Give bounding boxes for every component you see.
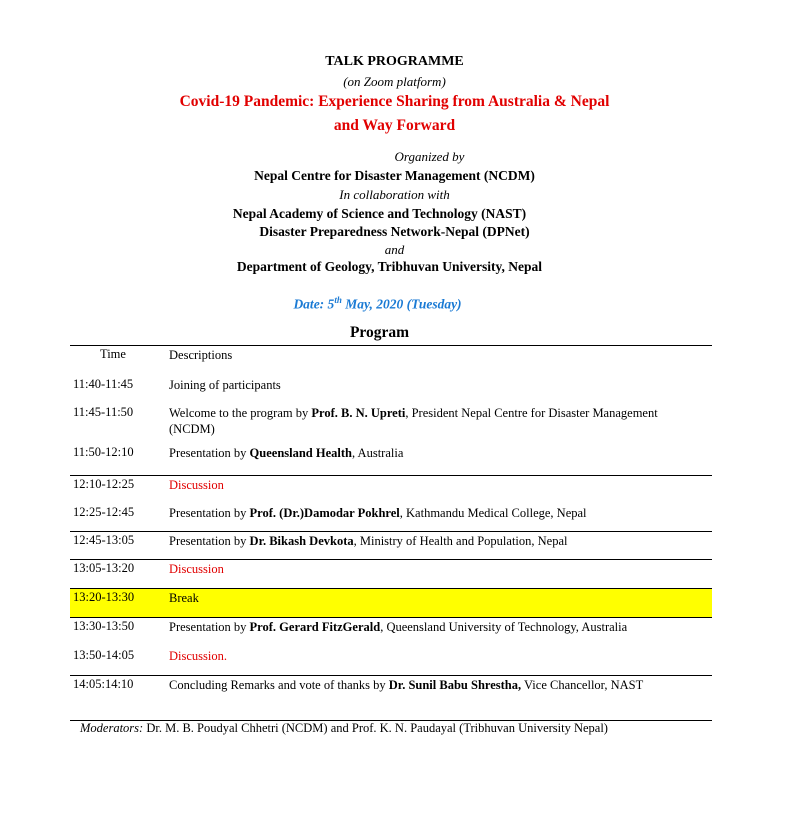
description-text: Presentation by xyxy=(169,446,250,460)
description-text: Presentation by xyxy=(169,534,250,548)
description-text: , Kathmandu Medical College, Nepal xyxy=(399,506,587,520)
date-prefix: Date: 5 xyxy=(293,296,335,312)
and-label: and xyxy=(384,242,405,257)
row-description xyxy=(169,445,704,461)
row-description xyxy=(169,648,704,664)
row-description xyxy=(169,533,704,549)
table-rule xyxy=(70,588,712,589)
row-time: 11:45-11:50 xyxy=(73,405,134,419)
row-time: 14:05:14:10 xyxy=(73,677,134,691)
description-text: Concluding Remarks and vote of thanks by xyxy=(169,678,389,692)
programme-title: TALK PROGRAMME xyxy=(325,54,464,69)
description-text: Joining of participants xyxy=(169,378,281,392)
moderators-text: Dr. M. B. Poudyal Chhetri (NCDM) and Prof. K. N. Paudayal (Tribhuvan University Nepal) xyxy=(143,721,608,735)
partner-dpnet: Disaster Preparedness Network-Nepal (DPNet) xyxy=(259,224,530,239)
row-time: 11:40-11:45 xyxy=(73,377,134,391)
moderators-label: Moderators: xyxy=(80,721,144,735)
speaker-name: Prof. B. N. Upreti xyxy=(311,406,406,420)
description-text: , Queensland University of Technology, Australia xyxy=(380,620,628,634)
speaker-name: Dr. Sunil Babu Shrestha, xyxy=(388,678,522,692)
row-description xyxy=(169,619,704,635)
table-rule xyxy=(70,617,712,618)
col-desc-header: Descriptions xyxy=(169,348,233,362)
date-ordinal: th xyxy=(334,295,342,305)
speaker-name: Dr. Bikash Devkota xyxy=(249,534,354,548)
speaker-name: Prof. (Dr.)Damodar Pokhrel xyxy=(249,506,400,520)
table-rule xyxy=(70,531,712,532)
description-text: Presentation by xyxy=(169,506,250,520)
table-rule xyxy=(70,559,712,560)
partner-geology: Department of Geology, Tribhuvan University, Nepal xyxy=(236,259,543,274)
moderators-line xyxy=(80,721,608,736)
headline-line1: Covid-19 Pandemic: Experience Sharing from Australia & Nepal xyxy=(179,93,610,110)
platform-note: (on Zoom platform) xyxy=(343,74,446,89)
description-text: Presentation by xyxy=(169,620,250,634)
row-time: 13:05-13:20 xyxy=(73,561,135,575)
table-rule xyxy=(70,475,712,476)
row-time: 13:30-13:50 xyxy=(73,619,135,633)
row-description xyxy=(169,590,704,606)
description-text: Break xyxy=(169,591,199,605)
description-text: Welcome to the program by xyxy=(169,406,312,420)
col-time-header: Time xyxy=(100,347,126,361)
description-text: Discussion xyxy=(169,562,224,576)
row-time: 12:45-13:05 xyxy=(73,533,135,547)
description-text: Vice Chancellor, NAST xyxy=(521,678,644,692)
event-date xyxy=(0,295,772,313)
description-text: , Australia xyxy=(352,446,404,460)
collaboration-label: In collaboration with xyxy=(339,187,450,202)
row-description xyxy=(169,405,704,437)
table-rule xyxy=(70,675,712,676)
organizer-name: Nepal Centre for Disaster Management (NCDM) xyxy=(254,168,535,183)
row-time: 12:10-12:25 xyxy=(73,477,135,491)
row-time: 13:50-14:05 xyxy=(73,648,135,662)
row-description xyxy=(169,677,704,693)
headline-line2: and Way Forward xyxy=(333,117,456,134)
row-description xyxy=(169,505,704,521)
description-text: , Ministry of Health and Population, Nepal xyxy=(353,534,568,548)
row-description xyxy=(169,477,704,493)
row-description xyxy=(169,377,704,393)
row-time: 12:25-12:45 xyxy=(73,505,135,519)
table-rule xyxy=(70,345,712,346)
partner-nast: Nepal Academy of Science and Technology (NAST) xyxy=(232,206,527,221)
organized-by-label: Organized by xyxy=(394,149,465,164)
date-suffix: May, 2020 (Tuesday) xyxy=(341,296,462,312)
description-text: , President Nepal Centre for Disaster Management (NCDM) xyxy=(169,406,658,436)
row-time: 13:20-13:30 xyxy=(73,590,135,604)
program-heading: Program xyxy=(349,324,410,341)
speaker-name: Prof. Gerard FitzGerald xyxy=(249,620,381,634)
description-text: Discussion xyxy=(169,478,224,492)
speaker-name: Queensland Health xyxy=(249,446,352,460)
row-description xyxy=(169,561,704,577)
row-time: 11:50-12:10 xyxy=(73,445,134,459)
description-text: Discussion. xyxy=(169,649,227,663)
